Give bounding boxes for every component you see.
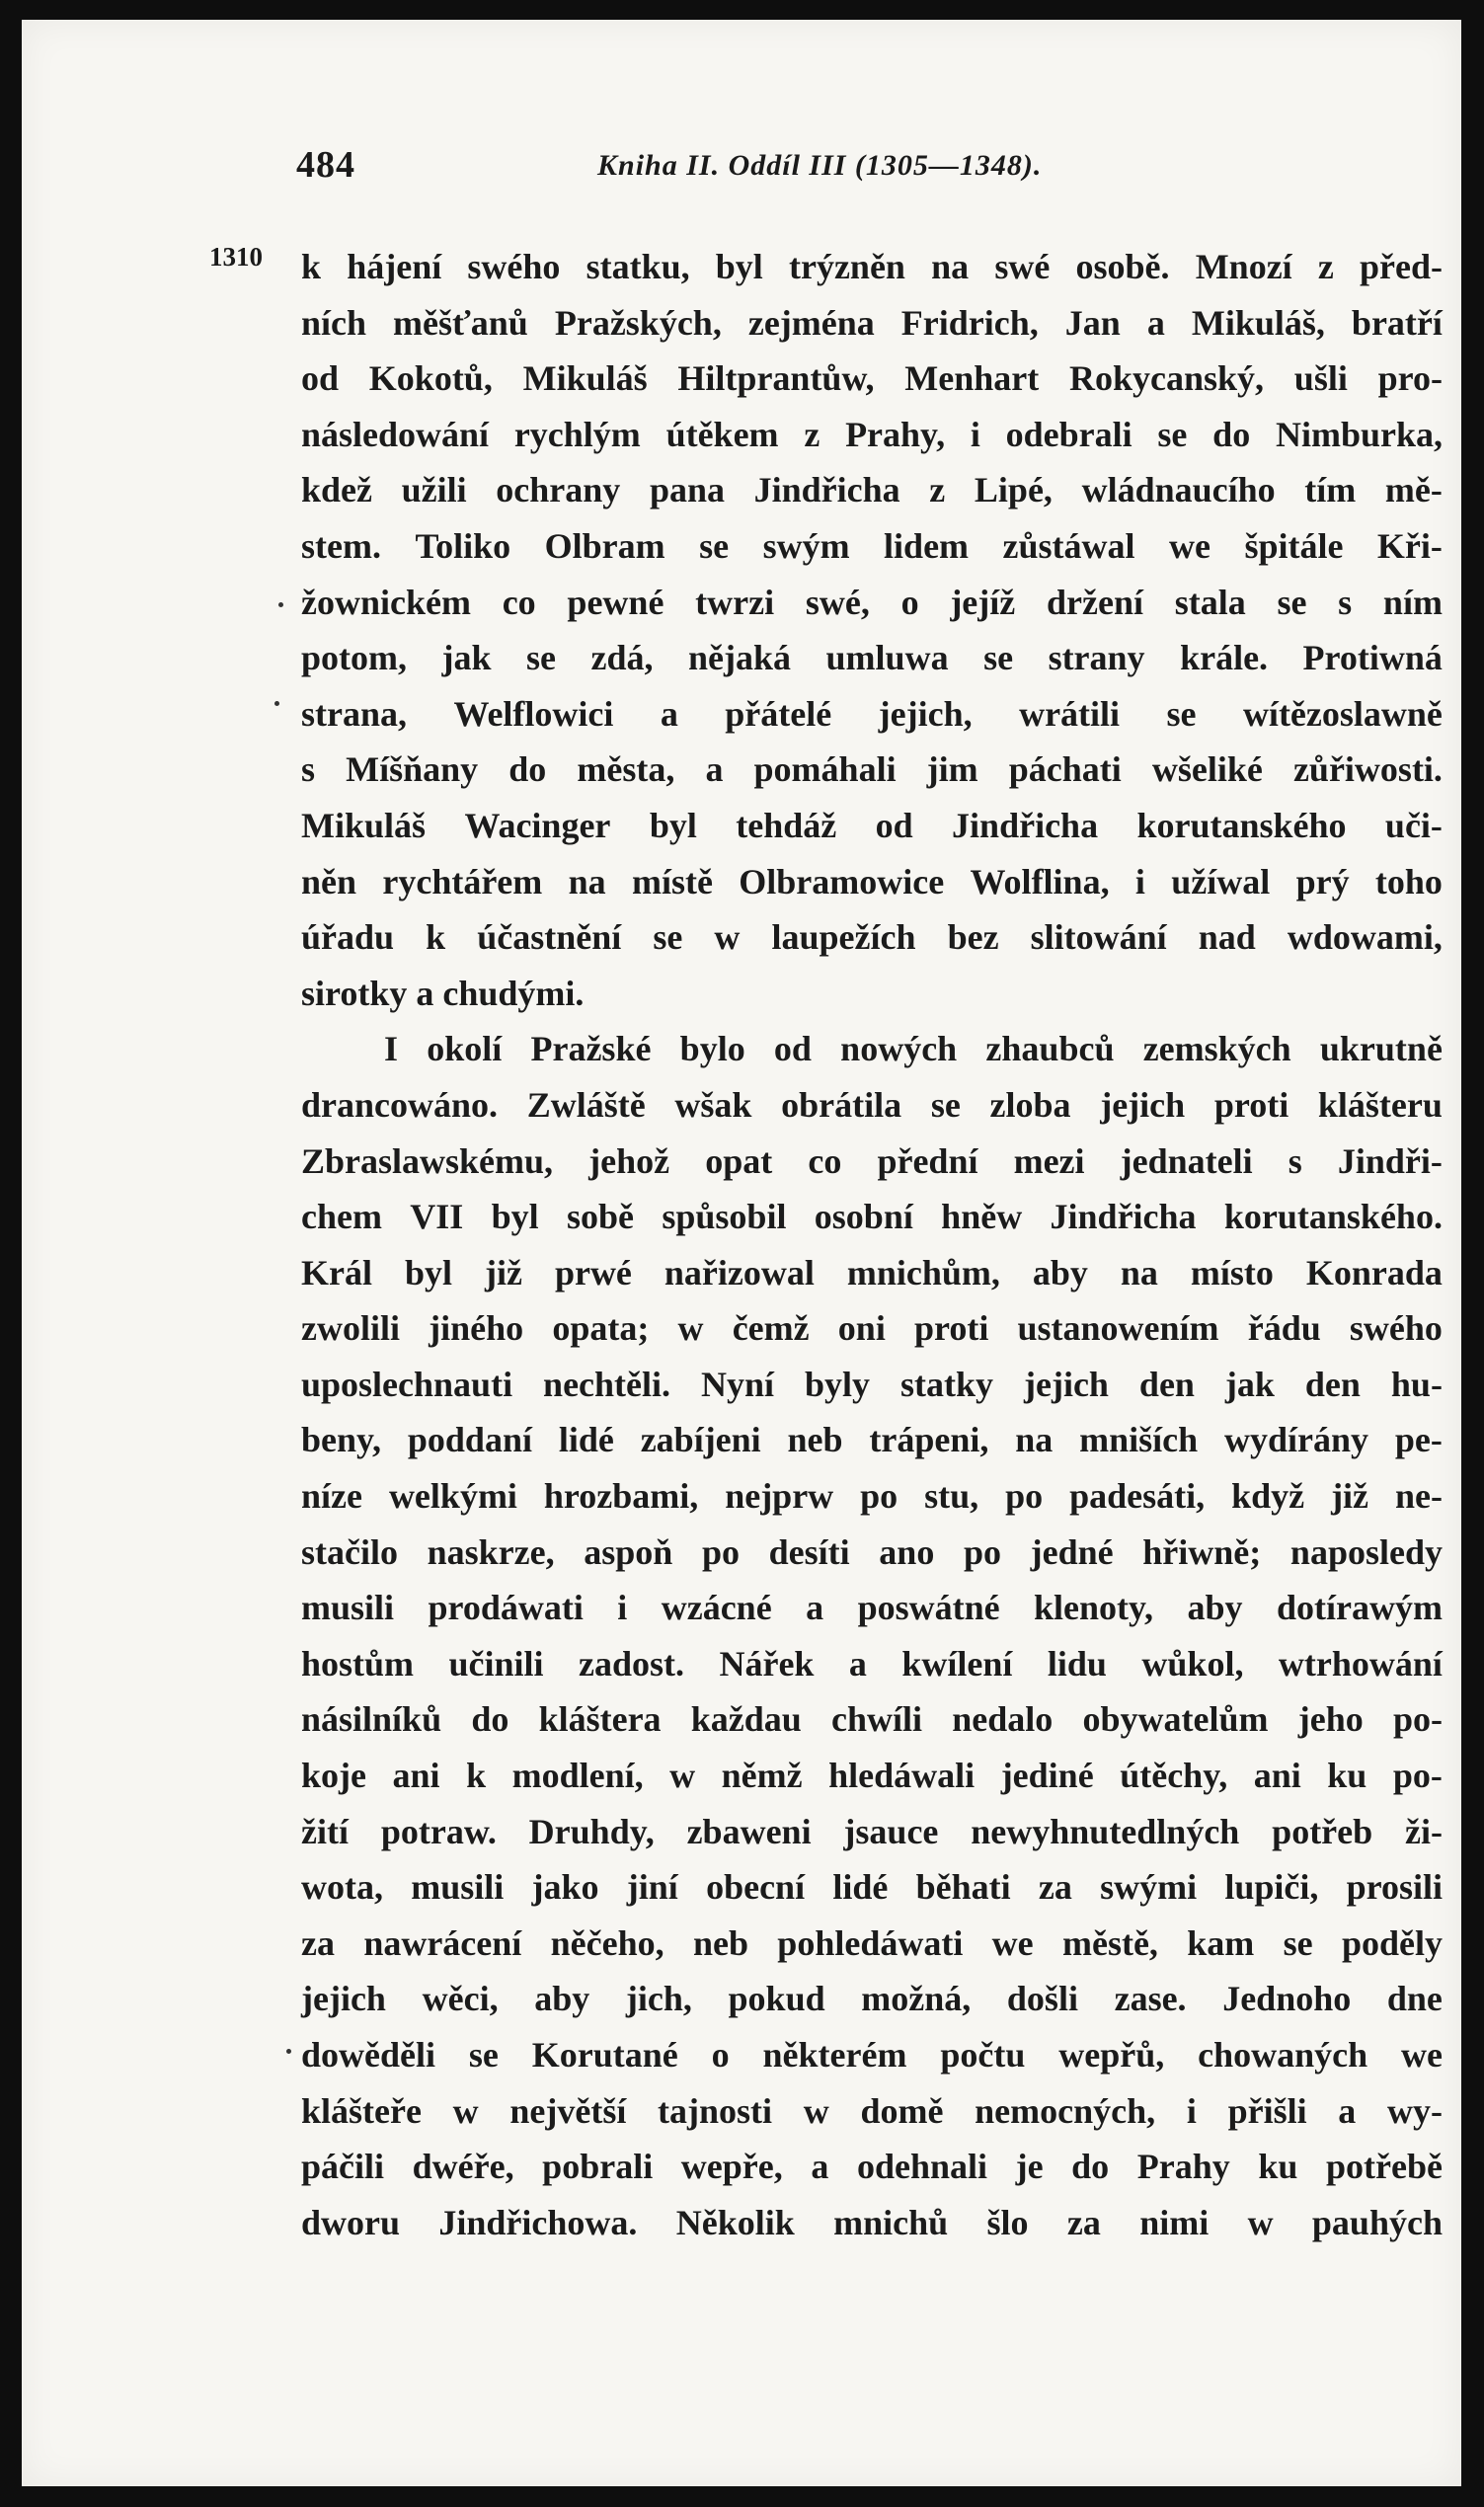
page-number: 484	[296, 144, 355, 186]
text-line: za nawrácení něčeho, neb pohledáwati we městě, kam se poděly	[301, 1922, 1443, 1963]
text-line: níze welkými hrozbami, nejprw po stu, po padesáti, když již ne-	[301, 1476, 1443, 1517]
text-line: žownickém co pewné twrzi swé, o jejíž držení stala se s ním	[301, 582, 1443, 622]
text-line: úřadu k účastnění se w laupežích bez slitowání nad wdowami,	[301, 917, 1443, 958]
ink-speck	[278, 602, 283, 607]
text-line: uposlechnauti nechtěli. Nyní byly statky jejich den jak den hu-	[301, 1364, 1443, 1404]
body-text	[301, 239, 1443, 2250]
text-line: ních měšťanů Pražských, zejména Fridrich, Jan a Mikuláš, bratří	[301, 302, 1443, 343]
text-line: potom, jak se zdá, nějaká umluwa se strany krále. Protiwná	[301, 638, 1443, 678]
text-line: strana, Welflowici a přátelé jejich, wrátili se wítězoslawně	[301, 693, 1443, 734]
text-line: následowání rychlým útěkem z Prahy, i odebrali se do Nimburka,	[301, 414, 1443, 454]
text-line: násilníků do kláštera každau chwíli nedalo obywatelům jeho po-	[301, 1699, 1443, 1740]
text-line: Král byl již prwé nařizowal mnichům, aby na místo Konrada	[301, 1252, 1443, 1293]
text-line: Mikuláš Wacinger byl tehdáž od Jindřicha korutanského uči-	[301, 805, 1443, 845]
margin-year: 1310	[209, 242, 263, 272]
text-line: I okolí Pražské bylo od nowých zhaubců zemských ukrutně	[384, 1029, 1443, 1069]
text-line: jejich wěci, aby jich, pokud možná, došli zase. Jednoho dne	[301, 1979, 1443, 2019]
text-line: dowěděli se Korutané o některém počtu wepřů, chowaných we	[301, 2035, 1443, 2075]
text-line: klášteře w největší tajnosti w domě nemocných, i přišli a wy-	[301, 2090, 1443, 2131]
text-line: kdež užili ochrany pana Jindřicha z Lipé, wládnaucího tím mě-	[301, 470, 1443, 510]
text-line: zwolili jiného opata; w čemž oni proti ustanowením řádu swého	[301, 1308, 1443, 1349]
text-line: k hájení swého statku, byl trýzněn na swé osobě. Mnozí z před-	[301, 247, 1443, 286]
text-line: stačilo naskrze, aspoň po desíti ano po jedné hřiwně; naposledy	[301, 1531, 1443, 1572]
text-line: wota, musili jako jiní obecní lidé běhati za swými lupiči, prosili	[301, 1867, 1443, 1908]
text-line: dworu Jindřichowa. Několik mnichů šlo za nimi w pauhých	[301, 2202, 1443, 2242]
text-line: beny, poddaní lidé zabíjeni neb trápeni, na mniších wydírány pe-	[301, 1420, 1443, 1460]
text-line: s Míšňany do města, a pomáhali jim páchati wšeliké zůřiwosti.	[301, 749, 1443, 790]
text-line: sirotky a chudými.	[301, 973, 585, 1013]
text-line: drancowáno. Zwláště wšak obrátila se zloba jejich proti klášteru	[301, 1084, 1443, 1125]
text-line: páčili dwéře, pobrali wepře, a odehnali je do Prahy ku potřebě	[301, 2147, 1443, 2187]
text-line: musili prodáwati i wzácné a poswátné klenoty, aby dotírawým	[301, 1588, 1443, 1628]
page-header	[296, 143, 1135, 193]
text-line: něn rychtářem na místě Olbramowice Wolflina, i užíwal prý toho	[301, 861, 1443, 901]
text-line: hostům učinili zadost. Nářek a kwílení lidu wůkol, wtrhowání	[301, 1643, 1443, 1684]
text-line: od Kokotů, Mikuláš Hiltprantůw, Menhart Rokycanský, ušli pro-	[301, 358, 1443, 399]
text-line: chem VII byl sobě spůsobil osobní hněw Jindřicha korutanského.	[301, 1197, 1443, 1237]
ink-speck	[286, 2049, 291, 2054]
text-line: žití potraw. Druhdy, zbaweni jsauce newyhnutedlných potřeb ži-	[301, 1811, 1443, 1851]
text-line: koje ani k modlení, w němž hledáwali jediné útěchy, ani ku po-	[301, 1756, 1443, 1796]
running-head: Kniha II. Oddíl III (1305—1348).	[597, 149, 1043, 182]
ink-speck	[274, 701, 279, 706]
text-line: stem. Toliko Olbram se swým lidem zůstáwal we špitále Kři-	[301, 525, 1443, 566]
text-line: Zbraslawskému, jehož opat co přední mezi jednateli s Jindři-	[301, 1140, 1443, 1181]
